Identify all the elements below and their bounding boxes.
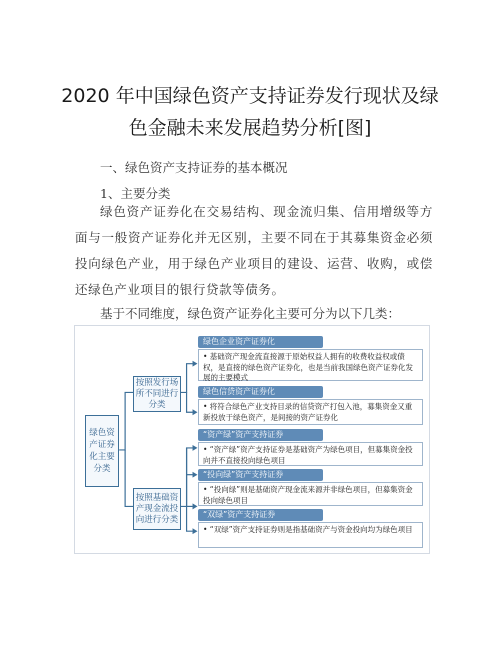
branch-by-fund-flow: 按照基础资产现金流投向进行分类 <box>133 488 181 530</box>
paragraph-1: 绿色资产证券化在交易结构、现金流归集、信用增级等方面与一般资产证券化并无区别，主要不同在于其募集资金必须投向绿色产业，用于绿色产业项目的建设、运营、收购，或偿还绿色产业项目的银行贷款等债务。 <box>75 204 433 297</box>
group-text-green-enterprise: • 基础资产现金流直接源于原始权益人拥有的收费收益权或债权，是直接的绿色资产证券化，也是当前我国绿色资产证券化发展的主要模式 <box>198 349 423 381</box>
group-header-green-enterprise: 绿色企业资产证券化 <box>198 336 323 348</box>
classification-diagram <box>74 325 430 554</box>
branch-by-market: 按照发行场所不同进行分类 <box>133 376 181 412</box>
diagram-root-node: 绿色资产证券化主要分类 <box>85 415 119 487</box>
title-line-2: 色金融未来发展趋势分析[图] <box>128 117 372 139</box>
article-title <box>40 80 460 144</box>
group-text-dual-green: • “双绿”资产支持证券则是指基础资产与资金投向均为绿色项目 <box>198 522 423 548</box>
section-heading: 一、绿色资产支持证券的基本概况 <box>100 160 288 175</box>
subsection-heading: 1、主要分类 <box>100 186 171 201</box>
group-text-investment-green: • “投向绿”则是基础资产现金流来源并非绿色项目，但募集资金投向绿色项目 <box>198 482 423 506</box>
group-header-dual-green: “双绿”资产支持证券 <box>198 509 323 521</box>
group-text-green-credit: • 将符合绿色产业支持目录的信贷资产打包入池，募集资金又重新投放于绿色资产，是间接的资产证券化 <box>198 399 423 425</box>
paragraph-2: 基于不同维度，绿色资产证券化主要可分为以下几类： <box>100 306 401 321</box>
group-header-green-credit: 绿色信贷资产证券化 <box>198 386 323 398</box>
group-text-asset-green: • “资产绿”资产支持证券是基础资产为绿色项目，但募集资金投向并不直接投向绿色项目 <box>198 442 423 466</box>
group-header-asset-green: “资产绿”资产支持证券 <box>198 429 323 441</box>
group-header-investment-green: “投向绿”资产支持证券 <box>198 469 323 481</box>
title-line-1: 2020 年中国绿色资产支持证券发行现状及绿 <box>61 85 439 107</box>
